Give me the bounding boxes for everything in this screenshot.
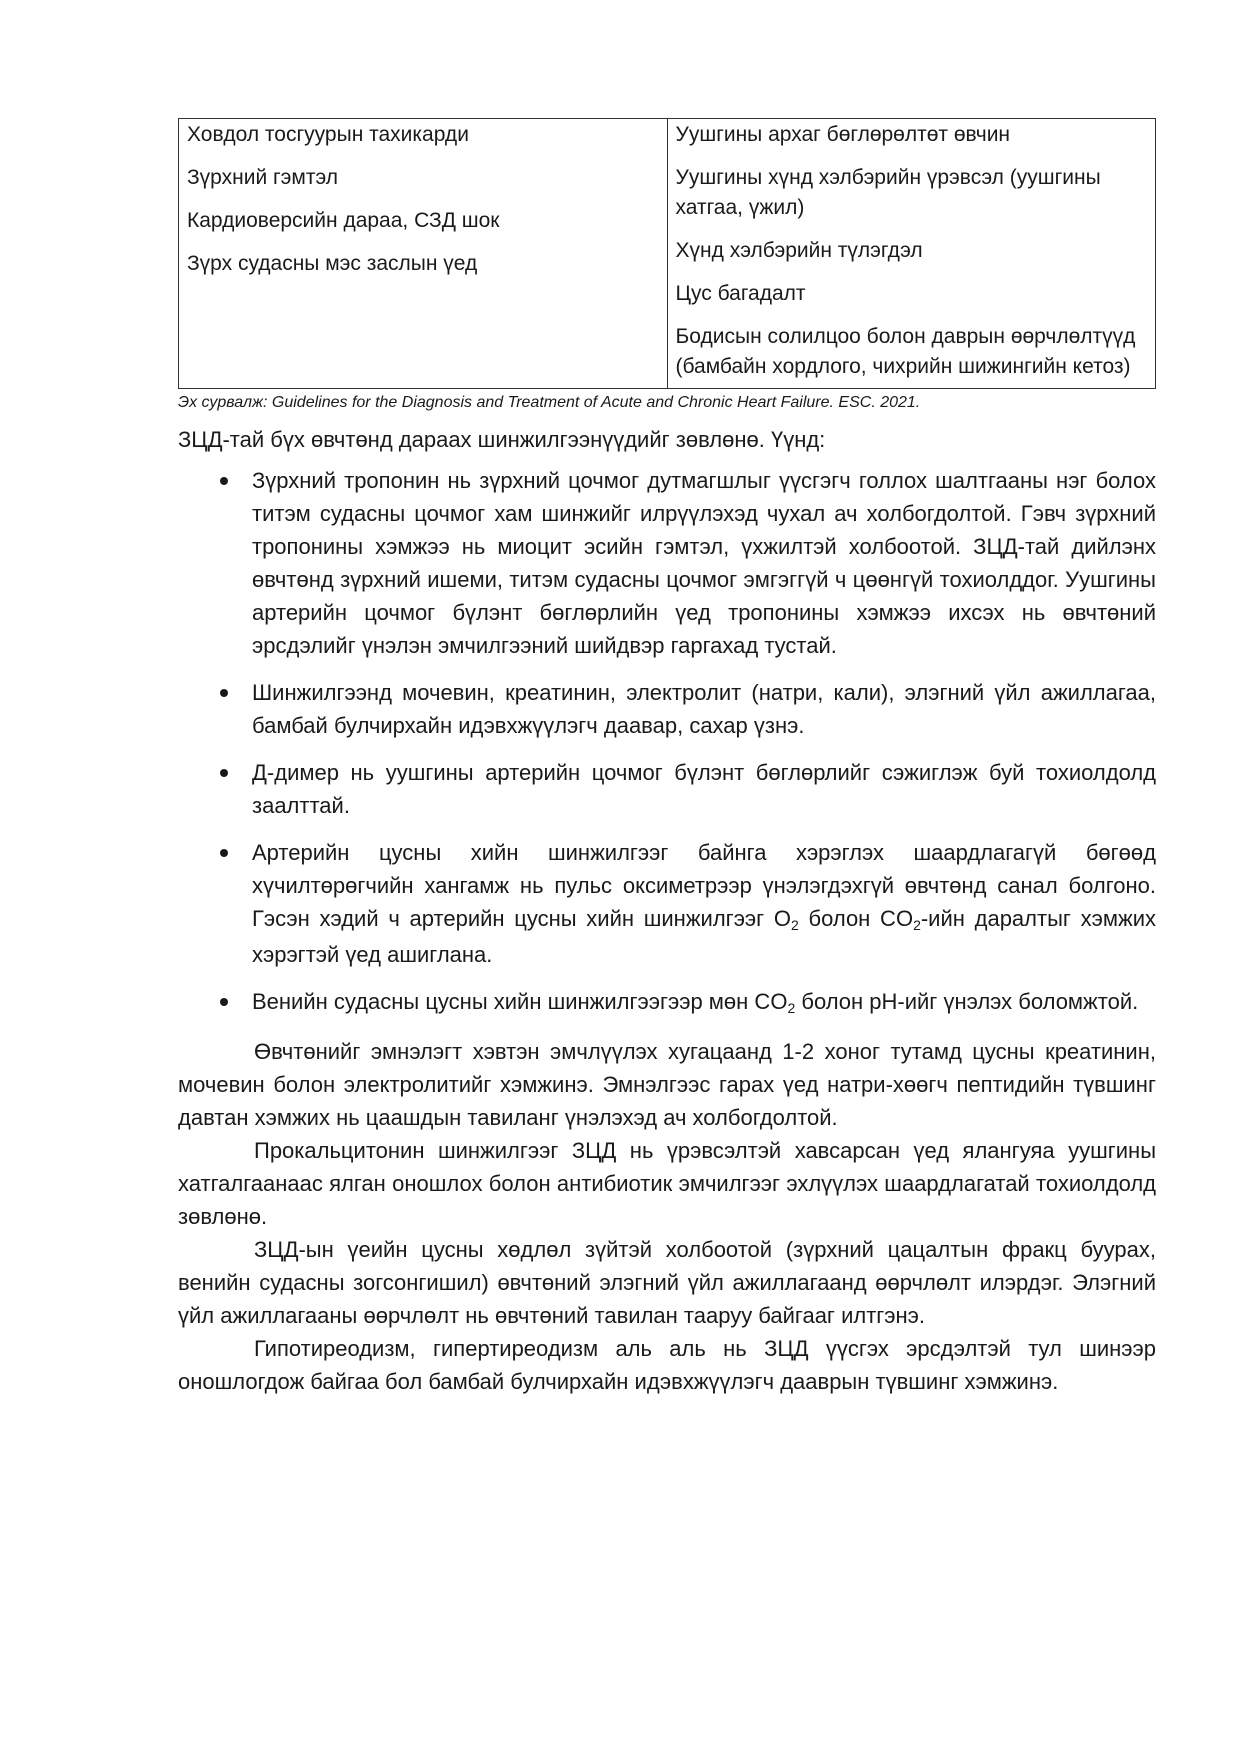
table-item: Зүрх судасны мэс заслын үед (187, 252, 478, 275)
bullet-text: Шинжилгээнд мочевин, креатинин, электролит (натри, кали), элэгний үйл ажиллагаа, бамбай булчирхайн идэвхжүүлэгч даавар, сахар үзнэ. (252, 680, 1156, 738)
subscript: 2 (791, 917, 799, 933)
bullet-icon (220, 769, 228, 777)
bullet-text: болон CO (798, 906, 914, 931)
list-item (178, 676, 1156, 742)
subscript: 2 (913, 917, 921, 933)
causes-table (178, 118, 1156, 389)
table-item: Бодисын солилцоо болон даврын өөрчлөлтүүд (бамбайн хордлого, чихрийн шижингийн кетоз) (675, 325, 1136, 378)
bullet-text: Венийн судасны цусны хийн шинжилгээгээр мөн CO (252, 989, 788, 1014)
bullet-text: Д-димер нь уушгины артерийн цочмог бүлэнт бөглөрлийг сэжиглэж буй тохиолдолд заалттай. (252, 760, 1156, 818)
bullet-icon (220, 998, 228, 1006)
bullet-text: -ийн даралтыг хэмжих хэрэгтэй үед ашиглана. (252, 906, 1156, 967)
table-item: Кардиоверсийн дараа, СЗД шок (187, 209, 500, 232)
table-item: Уушгины хүнд хэлбэрийн үрэвсэл (уушгины хатгаа, үжил) (675, 166, 1101, 219)
table-right-cell (667, 119, 1156, 389)
bullet-icon (220, 477, 228, 485)
table-item: Цус багадалт (675, 282, 806, 305)
list-item (178, 464, 1156, 662)
list-item (178, 985, 1156, 1021)
body-paragraph: Прокальцитонин шинжилгээг ЗЦД нь үрэвсэлтэй хавсарсан үед ялангуяа уушгины хатгалгаанаас ялган оношлох болон антибиотик эмчилгээг эхлүүлэх шаардлагатай тохиолдолд зөвлөнө. (178, 1138, 1156, 1229)
bullet-icon (220, 689, 228, 697)
table-row (179, 119, 1156, 389)
table-source-note: Эх сурвалж: Guidelines for the Diagnosis and Treatment of Acute and Chronic Heart Failure. ESC. 2021. (178, 394, 921, 411)
bullet-text: Зүрхний тропонин нь зүрхний цочмог дутмагшлыг үүсгэгч голлох шалтгааны нэг болох титэм судасны цочмог хам шинжийг илрүүлэхэд чухал ач холбогдолтой. Гэвч зүрхний тропонины хэмжээ нь миоцит эсийн гэмтэл, үхжилтэй холбоотой. ЗЦД-тай дийлэнх өвчтөнд зүрхний ишеми, титэм судасны цочмог эмгэггүй ч цөөнгүй тохиолддог. Уушгины артерийн цочмог бүлэнт бөглөрлийн үед тропонины хэмжээ ихсэх нь өвчтөний эрсдэлийг үнэлэн эмчилгээний шийдвэр гаргахад тустай. (252, 468, 1156, 658)
list-item (178, 836, 1156, 971)
body-paragraph: Гипотиреодизм, гипертиреодизм аль аль нь ЗЦД үүсгэх эрсдэлтэй тул шинээр оношлогдож байгаа бол бамбай булчирхайн идэвхжүүлэгч дааврын түвшинг хэмжинэ. (178, 1336, 1156, 1394)
table-item: Хүнд хэлбэрийн түлэгдэл (675, 239, 923, 262)
page-content (178, 118, 1156, 1398)
body-paragraph: ЗЦД-ын үеийн цусны хөдлөл зүйтэй холбоотой (зүрхний цацалтын фракц буурах, венийн судасны зогсонгишил) өвчтөний элэгний үйл ажиллагаанд өөрчлөлт илэрдэг. Элэгний үйл ажиллагааны өөрчлөлт нь өвчтөний тавилан тааруу байгааг илтгэнэ. (178, 1237, 1156, 1328)
test-bullet-list (178, 464, 1156, 1021)
body-paragraph: Өвчтөнийг эмнэлэгт хэвтэн эмчлүүлэх хугацаанд 1-2 хоног тутамд цусны креатинин, мочевин болон электролитийг хэмжинэ. Эмнэлгээс гарах үед натри-хөөгч пептидийн түвшинг давтан хэмжих нь цаашдын тавиланг үнэлэхэд ач холбогдолтой. (178, 1039, 1156, 1130)
bullet-icon (220, 849, 228, 857)
table-item: Ховдол тосгуурын тахикарди (187, 123, 469, 146)
intro-text: ЗЦД-тай бүх өвчтөнд дараах шинжилгээнүүдийг зөвлөнө. Үүнд: (178, 427, 826, 452)
bullet-text: Артерийн цусны хийн шинжилгээг байнга хэрэглэх шаардлагагүй бөгөөд хүчилтөрөгчийн хангамж нь пульс оксиметрээр үнэлэгдэхгүй өвчтөнд санал болгоно. Гэсэн хэдий ч артерийн цусны хийн шинжилгээг O (252, 840, 1156, 931)
subscript: 2 (787, 1000, 796, 1016)
table-left-cell (179, 119, 668, 389)
bullet-text: болон pH-ийг үнэлэх боломжтой. (795, 989, 1139, 1014)
list-item (178, 756, 1156, 822)
table-item: Зүрхний гэмтэл (187, 166, 338, 189)
table-item: Уушгины архаг бөглөрөлтөт өвчин (675, 123, 1011, 146)
